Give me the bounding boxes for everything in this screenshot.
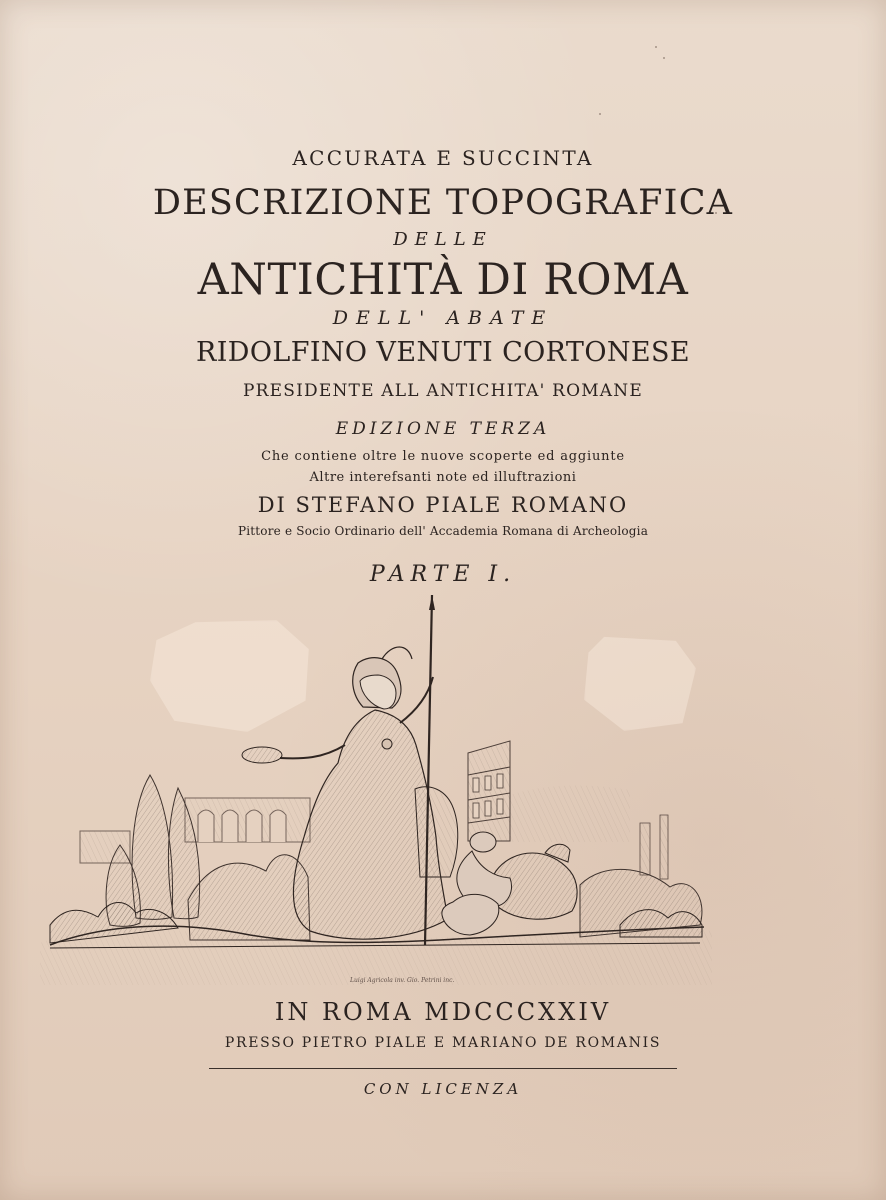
title-line-antichita: ANTICHITÀ DI ROMA [197, 255, 689, 305]
title-line-delle: DELLE [393, 229, 493, 250]
editor-name: DI STEFANO PIALE ROMANO [257, 493, 629, 517]
editor-role: Pittore e Socio Ordinario dell' Accademia Romana di Archeologia [237, 524, 649, 538]
paper-speck [655, 46, 657, 48]
engraver-credit: Luigi Agricola inv. Gio. Petrini inc. [350, 977, 455, 984]
title-line-descrizione: DESCRIZIONE TOPOGRAFICA [152, 183, 734, 223]
paper-speck [663, 57, 665, 59]
wolf-and-twins [442, 832, 577, 935]
edition-line: EDIZIONE TERZA [335, 419, 551, 439]
author-role: PRESIDENTE ALL ANTICHITA' ROMANE [243, 381, 643, 401]
title-line-accurata: ACCURATA E SUCCINTA [292, 146, 594, 170]
divider-rule [209, 1068, 677, 1069]
imprint-place-date: IN ROMA MDCCCXXIV [274, 998, 612, 1026]
imprint-publisher: PRESSO PIETRO PIALE E MARIANO DE ROMANIS [224, 1035, 662, 1051]
edition-description-1: Che contiene oltre le nuove scoperte ed aggiunte [261, 449, 625, 464]
paper-speck [599, 113, 601, 115]
license-line: CON LICENZA [363, 1080, 523, 1098]
edition-description-2: Altre interefsanti note ed illuftrazioni [309, 470, 577, 485]
part-label: PARTE I. [369, 562, 517, 587]
author-name: RIDOLFINO VENUTI CORTONESE [195, 337, 691, 368]
title-line-abate: DELL' ABATE [332, 307, 554, 329]
classical-engraving-illustration [40, 585, 712, 985]
